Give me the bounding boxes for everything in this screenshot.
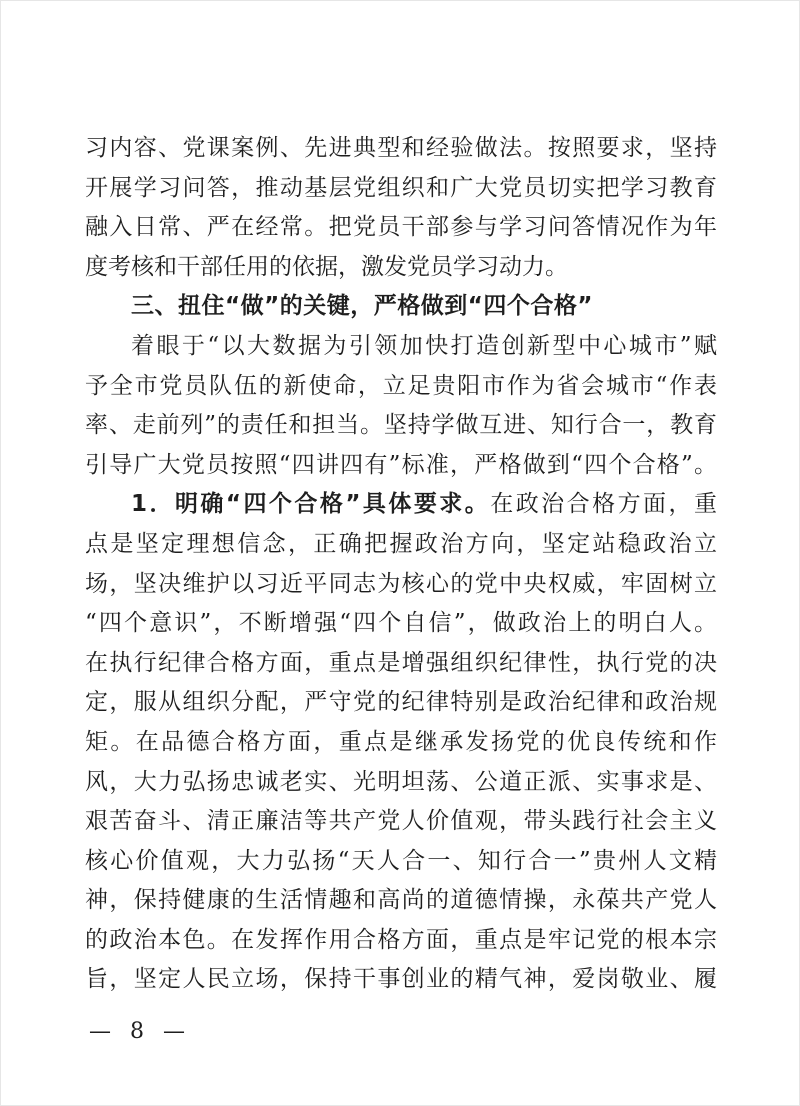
text-line: 引导广大党员按照“四讲四有”标准，严格做到“四个合格”。 — [85, 451, 717, 478]
text-line — [85, 485, 717, 525]
text-line: 的政治本色。在发挥作用合格方面，重点是牢记党的根本宗 — [85, 926, 717, 953]
text-line: 度考核和干部任用的依据，激发党员学习动力。 — [85, 253, 568, 280]
text-line: 旨，坚定人民立场，保持干事创业的精气神，爱岗敬业、履 — [85, 966, 717, 993]
text-line: 定，服从组织分配，严守党的纪律特别是政治纪律和政治规 — [85, 689, 717, 716]
text-line: “四个意识”，不断增强“四个自信”，做政治上的明白人。 — [85, 610, 717, 637]
text-line: 着眼于“以大数据为引领加快打造创新型中心城市”赋 — [131, 332, 717, 359]
text-run: 在政治合格方面，重 — [490, 491, 717, 518]
text-line: 核心价值观，大力弘扬“天人合一、知行合一”贵州人文精 — [85, 847, 717, 874]
text-line: 神，保持健康的生活情趣和高尚的道德情操，永葆共产党人 — [85, 887, 717, 914]
subsection-heading: 1．明确“四个合格”具体要求。 — [131, 491, 491, 518]
text-line: 率、走前列”的责任和担当。坚持学做互进、知行合一，教育 — [85, 412, 717, 439]
text-line: 风，大力弘扬忠诚老实、光明坦荡、公道正派、实事求是、 — [85, 768, 717, 795]
text-line: 艰苦奋斗、清正廉洁等共产党人价值观，带头践行社会主义 — [85, 808, 717, 835]
text-line: 矩。在品德合格方面，重点是继承发扬党的优良传统和作 — [85, 728, 717, 755]
text-line: 开展学习问答，推动基层党组织和广大党员切实把学习教育 — [85, 174, 717, 201]
text-line: 在执行纪律合格方面，重点是增强组织纪律性，执行党的决 — [85, 649, 717, 676]
text-line: 点是坚定理想信念，正确把握政治方向，坚定站稳政治立 — [85, 530, 717, 557]
text-line: 予全市党员队伍的新使命，立足贵阳市作为省会城市“作表 — [85, 372, 717, 399]
page-number: — 8 — — [89, 1019, 191, 1044]
body-text — [85, 129, 717, 1000]
text-line: 融入日常、严在经常。把党员干部参与学习问答情况作为年 — [85, 214, 717, 241]
text-line: 习内容、党课案例、先进典型和经验做法。按照要求，坚持 — [85, 135, 717, 161]
section-heading: 三、扭住“做”的关键，严格做到“四个合格” — [131, 293, 593, 320]
text-line: 场，坚决维护以习近平同志为核心的党中央权威，牢固树立 — [85, 570, 717, 597]
